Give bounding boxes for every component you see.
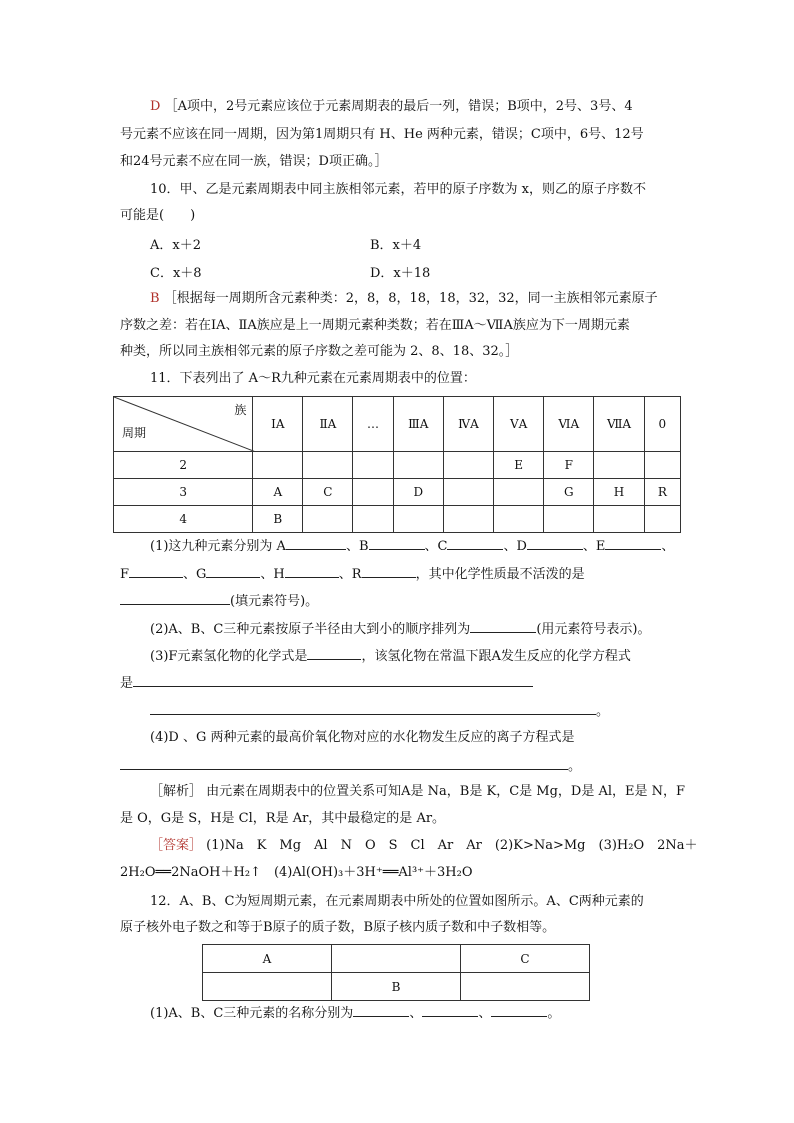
group-header: 0 [644, 397, 680, 452]
q11-part3-end: 。 [596, 704, 610, 719]
answer-blank[interactable] [133, 674, 533, 687]
period-label: 4 [114, 506, 253, 533]
analysis-label: ［解析］ [150, 784, 203, 799]
q10-stem-1: 10．甲、乙是元素周期表中同主族相邻元素，若甲的原子序数为 x，则乙的原子序数不 [150, 182, 647, 197]
table-cell [644, 506, 680, 533]
table-cell [203, 973, 332, 1001]
table-cell [331, 945, 460, 973]
q11-part1-sep: 、D [503, 539, 527, 554]
table-cell [443, 479, 493, 506]
q9-explanation-1: ［A项中，2号元素应该位于元素周期表的最后一列，错误；B项中，2号、3号、4 [164, 99, 633, 114]
table-cell [253, 452, 303, 479]
q11-analysis-line-2: 是 O，G是 S，H是 Cl，R是 Ar，其中最稳定的是 Ar。 [120, 811, 446, 826]
q10-explanation-text-1: ［根据每一周期所含元素种类：2，8，8，18，18，32，32，同一主族相邻元素原子 [163, 291, 658, 306]
table-cell [303, 452, 353, 479]
q9-answer-line-1 [150, 98, 633, 116]
q11-part4-line-1: (4)D 、G 两种元素的最高价氧化物对应的水化物发生反应的离子方程式是 [150, 730, 575, 745]
q11-part4-line-2 [120, 757, 581, 776]
q11-part1-line-1 [150, 537, 674, 556]
answer-text-1: (1)Na K Mg Al N O S Cl Ar Ar (2)K>Na>Mg (3)H₂O 2Na＋ [206, 838, 698, 853]
group-header: ⅤA [494, 397, 544, 452]
q10-option-d: D．x＋18 [370, 266, 431, 281]
q11-analysis-line-1 [150, 783, 685, 801]
group-header: ⅡA [303, 397, 353, 452]
answer-blank[interactable] [369, 537, 425, 550]
table-cell [594, 452, 644, 479]
q11-part2-tail: (用元素符号表示)。 [536, 622, 651, 637]
q11-part1-sep: 、B [345, 539, 369, 554]
table-row [203, 973, 590, 1001]
answer-blank[interactable] [470, 620, 536, 633]
table-cell [393, 506, 443, 533]
q11-part1-sep: 、G [183, 567, 207, 582]
table-cell: B [331, 973, 460, 1001]
q12-part1-text: (1)A、B、C三种元素的名称分别为 [150, 1006, 354, 1021]
answer-blank[interactable] [362, 565, 416, 578]
table-row [114, 506, 681, 533]
table-cell: H [594, 479, 644, 506]
q10-option-b: B．x＋4 [370, 238, 422, 253]
q10-explanation-3: 种类，所以同主族相邻元素的原子序数之差可能为 2、8、18、32。］ [120, 344, 519, 359]
q11-stem: 11．下表列出了 A～R九种元素在元素周期表中的位置： [150, 371, 476, 386]
q10-explanation-2: 序数之差：若在ⅠA、ⅡA族应是上一周期元素种类数；若在ⅢA～ⅦA族应为下一周期元素 [120, 318, 630, 333]
q12-part1-end: 。 [547, 1006, 561, 1021]
q9-explanation-3: 和24号元素不应在同一族，错误；D项正确。］ [120, 154, 388, 169]
q12-part1-sep: 、 [409, 1006, 423, 1021]
table-row [203, 945, 590, 973]
answer-blank[interactable] [285, 565, 339, 578]
q11-part3-line-3 [150, 702, 609, 721]
table-cell: A [253, 479, 303, 506]
table-cell: C [460, 945, 589, 973]
table-cell: R [644, 479, 680, 506]
table-cell [393, 452, 443, 479]
q11-part1-sep: 、H [260, 567, 285, 582]
q11-part3-text: (3)F元素氢化物的化学式是 [150, 649, 308, 664]
group-header: ⅥA [544, 397, 594, 452]
q11-part1-sep: F [120, 567, 130, 582]
table-cell: E [494, 452, 544, 479]
periodic-table-excerpt [113, 396, 681, 533]
answer-blank[interactable] [422, 1004, 478, 1017]
table-cell: A [203, 945, 332, 973]
answer-blank[interactable] [527, 537, 583, 550]
group-header: ⅠA [253, 397, 303, 452]
answer-blank[interactable] [491, 1004, 547, 1017]
q11-part1-end: (填元素符号)。 [230, 594, 319, 609]
q11-part3-line-1 [150, 647, 631, 666]
q10-answer-letter: B [150, 291, 160, 306]
period-label: 2 [114, 452, 253, 479]
answer-blank[interactable] [307, 647, 361, 660]
corner-group-label: 族 [234, 403, 247, 417]
table-cell: F [544, 452, 594, 479]
q11-part1-line-3 [120, 592, 318, 611]
q10-option-c: C．x＋8 [150, 266, 202, 281]
q11-answer-line-2: 2H₂O══2NaOH＋H₂↑ (4)Al(OH)₃＋3H⁺══Al³⁺＋3H₂O [120, 865, 473, 880]
analysis-text-1: 由元素在周期表中的位置关系可知A是 Na，B是 K，C是 Mg，D是 Al，E是 N，F [206, 784, 686, 799]
table-cell: C [303, 479, 353, 506]
answer-blank[interactable] [447, 537, 503, 550]
q12-position-table [202, 944, 590, 1001]
table-cell: D [393, 479, 443, 506]
q11-part1-sep: 、R [338, 567, 362, 582]
answer-blank[interactable] [206, 565, 260, 578]
table-cell: G [544, 479, 594, 506]
q11-part1-sep: 、E [582, 539, 606, 554]
table-cell: B [253, 506, 303, 533]
answer-blank[interactable] [605, 537, 661, 550]
table-cell [353, 452, 393, 479]
answer-label: ［答案］ [150, 838, 203, 853]
group-header: ⅣA [443, 397, 493, 452]
q11-answer-line-1 [150, 837, 698, 855]
q11-part1-sep: 、 [661, 539, 675, 554]
q11-part3-is: 是 [120, 676, 134, 691]
table-cell [443, 506, 493, 533]
table-cell [544, 506, 594, 533]
table-cell [644, 452, 680, 479]
q10-explanation-1 [150, 290, 658, 308]
q12-part1 [150, 1004, 560, 1023]
q12-part1-sep: 、 [478, 1006, 492, 1021]
answer-blank[interactable] [150, 702, 596, 715]
group-header: ⅦA [594, 397, 644, 452]
q11-part2 [150, 620, 650, 639]
corner-period-label: 周期 [122, 426, 147, 440]
q11-part1-line-2 [120, 565, 585, 584]
table-cell [494, 506, 544, 533]
answer-blank[interactable] [129, 565, 183, 578]
table-cell [353, 506, 393, 533]
answer-blank[interactable] [120, 757, 568, 770]
answer-blank[interactable] [286, 537, 346, 550]
q12-stem-2: 原子核外电子数之和等于B原子的质子数，B原子核内质子数和中子数相等。 [120, 920, 556, 935]
q10-stem-2: 可能是( ) [120, 208, 196, 223]
table-cell [494, 479, 544, 506]
table-cell [460, 973, 589, 1001]
table-cell [443, 452, 493, 479]
q10-option-a: A．x＋2 [150, 238, 201, 253]
table-cell [303, 506, 353, 533]
q9-explanation-2: 号元素不应该在同一周期，因为第1周期只有 H、He 两种元素，错误；C项中，6号、12号 [120, 127, 644, 142]
q11-part1-sep: 、C [424, 539, 448, 554]
period-label: 3 [114, 479, 253, 506]
table-cell [594, 506, 644, 533]
table-cell [353, 479, 393, 506]
answer-blank[interactable] [120, 592, 230, 605]
q12-stem-1: 12．A、B、C为短周期元素，在元素周期表中所处的位置如图所示。A、C两种元素的 [150, 894, 644, 909]
q11-part1-prefix: (1)这九种元素分别为 A [150, 539, 286, 554]
q11-part4-end: 。 [568, 759, 582, 774]
q11-part2-text: (2)A、B、C三种元素按原子半径由大到小的顺序排列为 [150, 622, 471, 637]
group-header: ⅢA [393, 397, 443, 452]
q11-part1-tail: ，其中化学性质最不活泼的是 [415, 567, 585, 582]
table-row [114, 452, 681, 479]
q11-part3-line-2 [120, 674, 533, 693]
q9-answer-letter: D [150, 99, 161, 114]
answer-blank[interactable] [353, 1004, 409, 1017]
group-header: … [353, 397, 393, 452]
q11-part3-tail: ，该氢化物在常温下跟A发生反应的化学方程式 [361, 649, 631, 664]
table-corner-cell [114, 397, 253, 452]
table-row [114, 479, 681, 506]
